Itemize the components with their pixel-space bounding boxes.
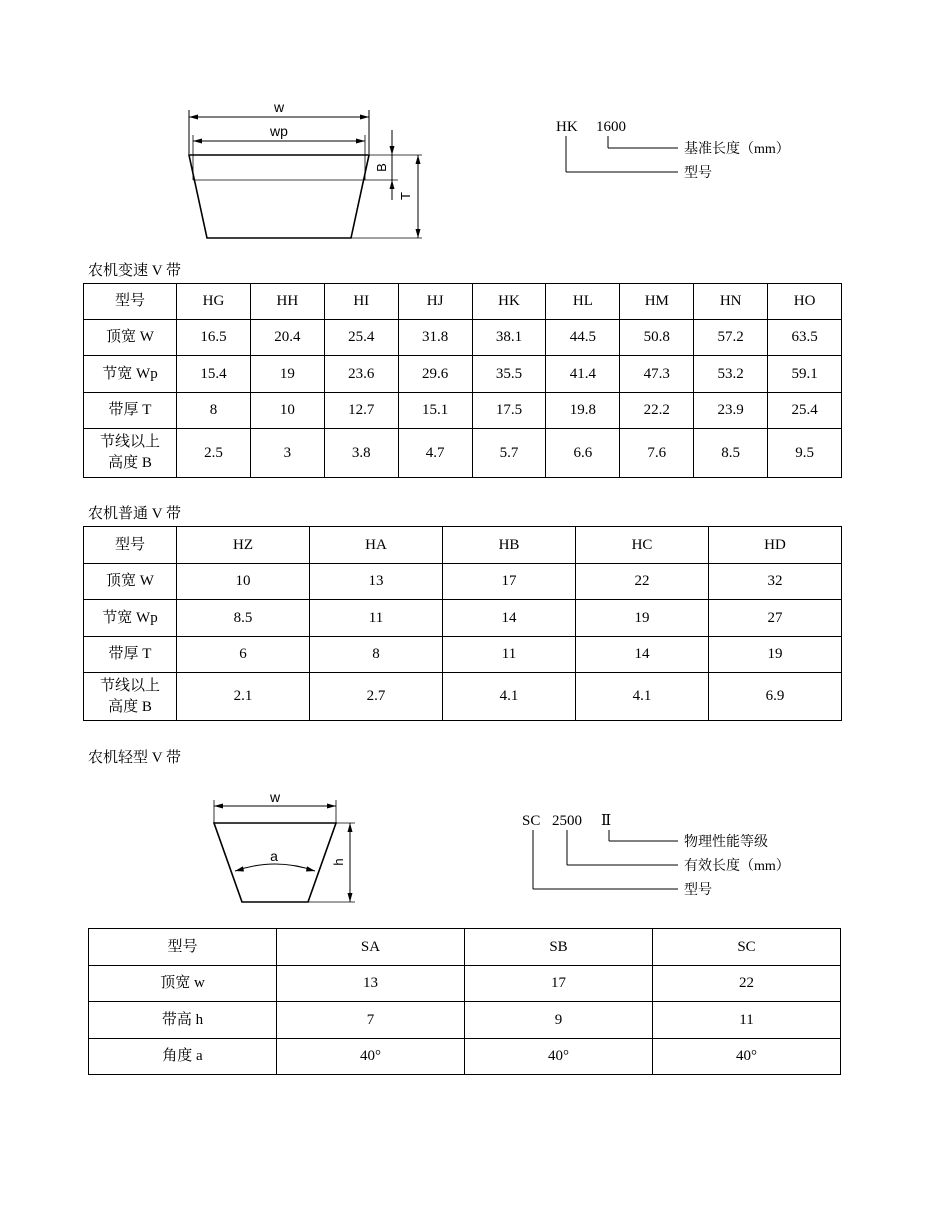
header-cell: SA (277, 929, 465, 966)
table-cell: 8 (310, 637, 443, 673)
table-cell: 4.1 (576, 673, 709, 721)
row-label: 节宽 Wp (84, 356, 177, 393)
table-cell: 35.5 (472, 356, 546, 393)
header-label: 型号 (89, 929, 277, 966)
row-label: 顶宽 w (89, 966, 277, 1002)
table-cell: 25.4 (768, 393, 842, 429)
table-cell: 11 (443, 637, 576, 673)
dim-wp-label: wp (270, 123, 288, 139)
table-row (84, 356, 842, 393)
code-legend-sc (515, 805, 815, 900)
header-cell: HH (250, 284, 324, 320)
table-cell: 6 (177, 637, 310, 673)
table-cell: 10 (177, 564, 310, 600)
table-cell: 38.1 (472, 320, 546, 356)
table-cell: 41.4 (546, 356, 620, 393)
header-label: 型号 (84, 284, 177, 320)
table-cell: 10 (250, 393, 324, 429)
table-cell: 59.1 (768, 356, 842, 393)
table-cell: 47.3 (620, 356, 694, 393)
table-cell: 32 (709, 564, 842, 600)
table-row (84, 320, 842, 356)
table-cell: 12.7 (324, 393, 398, 429)
code-model-desc: 型号 (684, 883, 712, 898)
table-cell: 5.7 (472, 429, 546, 478)
table-cell: 63.5 (768, 320, 842, 356)
table-cell: 15.1 (398, 393, 472, 429)
code-length: 1600 (596, 119, 626, 135)
header-cell: HM (620, 284, 694, 320)
table-cell: 44.5 (546, 320, 620, 356)
table-cell: 57.2 (694, 320, 768, 356)
belt-cross-section-diagram (170, 90, 440, 250)
header-cell: SB (465, 929, 653, 966)
table1-caption: 农机变速 V 带 (88, 263, 182, 279)
row-label-line2: 高度 B (108, 455, 152, 471)
table-cell: 23.9 (694, 393, 768, 429)
header-cell: HI (324, 284, 398, 320)
header-cell: HA (310, 527, 443, 564)
code-model: HK (556, 119, 578, 135)
table-row (89, 1039, 841, 1075)
table-cell: 14 (443, 600, 576, 637)
table-cell: 11 (310, 600, 443, 637)
code-length-desc: 有效长度（mm） (684, 859, 790, 874)
dim-h-label: h (331, 858, 346, 866)
header-label: 型号 (84, 527, 177, 564)
table-cell: 6.9 (709, 673, 842, 721)
row-label: 顶宽 W (84, 320, 177, 356)
table-cell: 40° (277, 1039, 465, 1075)
table-general-v-belt (83, 526, 842, 721)
code-model-desc: 型号 (684, 166, 712, 181)
table-cell: 16.5 (177, 320, 251, 356)
table-cell: 19 (250, 356, 324, 393)
table-cell: 23.6 (324, 356, 398, 393)
table-cell: 2.1 (177, 673, 310, 721)
table-row (84, 673, 842, 721)
code-legend-hk (540, 110, 810, 190)
table-cell: 4.1 (443, 673, 576, 721)
row-label (84, 673, 177, 721)
table-cell: 19 (709, 637, 842, 673)
row-label: 顶宽 W (84, 564, 177, 600)
header-cell: HG (177, 284, 251, 320)
table-cell: 3.8 (324, 429, 398, 478)
table-cell: 6.6 (546, 429, 620, 478)
table-cell: 8 (177, 393, 251, 429)
header-cell: HZ (177, 527, 310, 564)
table-row (84, 284, 842, 320)
light-belt-cross-section-diagram (200, 785, 370, 910)
row-label-line1: 节线以上 (99, 677, 160, 694)
table-cell: 4.7 (398, 429, 472, 478)
table-cell: 19 (576, 600, 709, 637)
table-cell: 19.8 (546, 393, 620, 429)
table-cell: 40° (653, 1039, 841, 1075)
header-cell: HJ (398, 284, 472, 320)
code-grade-desc: 物理性能等级 (684, 835, 768, 850)
table-cell: 27 (709, 600, 842, 637)
table-row (89, 966, 841, 1002)
row-label: 带厚 T (84, 637, 177, 673)
table-cell: 8.5 (694, 429, 768, 478)
table-row (84, 564, 842, 600)
table-cell: 7 (277, 1002, 465, 1039)
table-cell: 3 (250, 429, 324, 478)
row-label-line1: 节线以上 (99, 434, 160, 450)
table-row (89, 929, 841, 966)
table2-caption: 农机普通 V 带 (88, 506, 182, 522)
code-model: SC (522, 813, 541, 829)
table-cell: 2.7 (310, 673, 443, 721)
table-cell: 7.6 (620, 429, 694, 478)
row-label: 节宽 Wp (84, 600, 177, 637)
table-cell: 13 (277, 966, 465, 1002)
table-cell: 17 (465, 966, 653, 1002)
table-cell: 53.2 (694, 356, 768, 393)
table-cell: 8.5 (177, 600, 310, 637)
header-cell: HD (709, 527, 842, 564)
header-cell: HL (546, 284, 620, 320)
table-row (84, 527, 842, 564)
table-cell: 25.4 (324, 320, 398, 356)
table-row (84, 637, 842, 673)
table-row (84, 393, 842, 429)
dim-angle-label: a (270, 848, 278, 864)
code-length-desc: 基准长度（mm） (684, 142, 790, 157)
dim-t-label: T (398, 192, 413, 200)
table-cell: 31.8 (398, 320, 472, 356)
table-cell: 22 (653, 966, 841, 1002)
row-label: 带厚 T (84, 393, 177, 429)
header-cell: HK (472, 284, 546, 320)
header-cell: HN (694, 284, 768, 320)
row-label-line2: 高度 B (108, 698, 152, 715)
dim-b-label: B (374, 163, 389, 172)
header-cell: HO (768, 284, 842, 320)
header-cell: HB (443, 527, 576, 564)
header-cell: SC (653, 929, 841, 966)
header-cell: HC (576, 527, 709, 564)
table-cell: 9 (465, 1002, 653, 1039)
table-cell: 13 (310, 564, 443, 600)
table-cell: 22 (576, 564, 709, 600)
table-cell: 17.5 (472, 393, 546, 429)
table-cell: 40° (465, 1039, 653, 1075)
table-row (84, 429, 842, 478)
table-cell: 17 (443, 564, 576, 600)
table-cell: 11 (653, 1002, 841, 1039)
table-cell: 20.4 (250, 320, 324, 356)
table-variable-speed-v-belt (83, 283, 842, 478)
dim-w-label: w (273, 99, 285, 115)
table-cell: 29.6 (398, 356, 472, 393)
row-label (84, 429, 177, 478)
section3-caption: 农机轻型 V 带 (88, 750, 182, 766)
table-cell: 9.5 (768, 429, 842, 478)
table-cell: 22.2 (620, 393, 694, 429)
table-cell: 15.4 (177, 356, 251, 393)
dim-w-label: w (269, 789, 281, 805)
code-grade: Ⅱ (601, 813, 612, 829)
table-cell: 14 (576, 637, 709, 673)
table-cell: 50.8 (620, 320, 694, 356)
row-label: 角度 a (89, 1039, 277, 1075)
table-light-v-belt (88, 928, 841, 1075)
table-row (89, 1002, 841, 1039)
table-cell: 2.5 (177, 429, 251, 478)
table-row (84, 600, 842, 637)
row-label: 带高 h (89, 1002, 277, 1039)
code-length: 2500 (552, 813, 582, 829)
